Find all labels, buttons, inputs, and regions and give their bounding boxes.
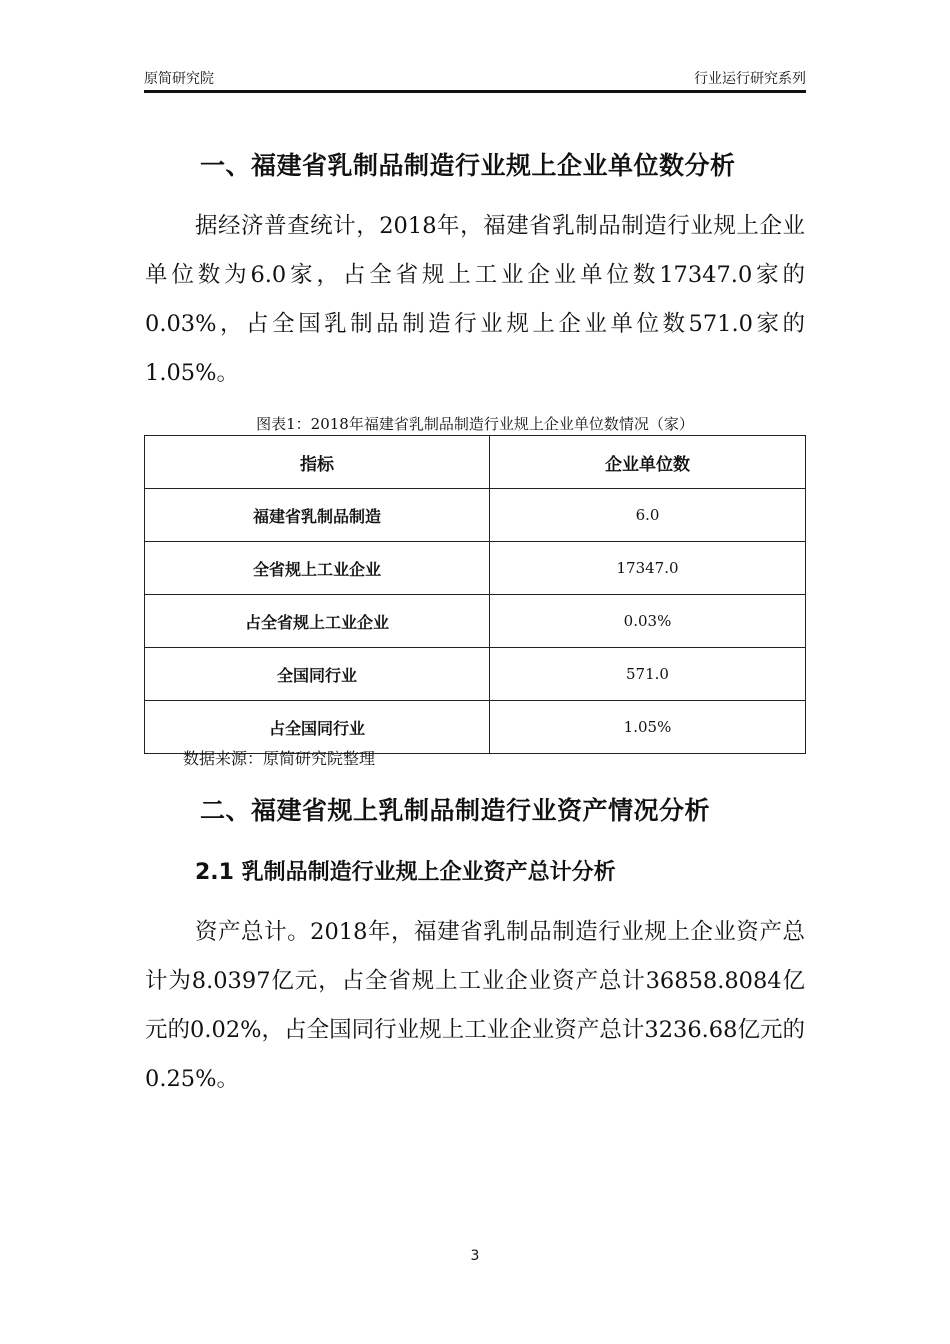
- indicator-cell: 占全省规上工业企业: [145, 595, 490, 648]
- section-2-paragraph: 资产总计。2018年，福建省乳制品制造行业规上企业资产总计为8.0397亿元，占全省规上工业企业资产总计36858.8084亿元的0.02%，占全国同行业规上工业企业资产总计3236.68亿元的0.25%。: [145, 919, 805, 1092]
- indicator-cell: 全省规上工业企业: [145, 542, 490, 595]
- header-org: 原简研究院: [144, 71, 214, 87]
- value-cell: 0.03%: [490, 595, 806, 648]
- indicator-cell: 占全国同行业: [145, 701, 490, 754]
- page-header: [144, 66, 806, 93]
- value-cell: 1.05%: [490, 701, 806, 754]
- table-row: [145, 489, 806, 542]
- header-series: 行业运行研究系列: [694, 71, 806, 87]
- data-source-note: 数据来源：原简研究院整理: [183, 749, 376, 768]
- indicator-cell: 福建省乳制品制造: [145, 489, 490, 542]
- enterprise-count-table: [144, 435, 806, 754]
- table-row: [145, 595, 806, 648]
- table-row: [145, 648, 806, 701]
- indicator-cell: 全国同行业: [145, 648, 490, 701]
- table-caption: 图表1：2018年福建省乳制品制造行业规上企业单位数情况（家）: [256, 415, 694, 433]
- section-1-heading: 一、福建省乳制品制造行业规上企业单位数分析: [200, 151, 736, 180]
- value-cell: 17347.0: [490, 542, 806, 595]
- table-row: [145, 542, 806, 595]
- column-header: 企业单位数: [490, 436, 806, 489]
- column-header: 指标: [145, 436, 490, 489]
- page-number: 3: [470, 1248, 480, 1264]
- table-header-row: [145, 436, 806, 489]
- value-cell: 6.0: [490, 489, 806, 542]
- section-2-heading: 二、福建省规上乳制品制造行业资产情况分析: [200, 796, 711, 825]
- subsection-2-1-heading: 2.1 乳制品制造行业规上企业资产总计分析: [195, 860, 616, 885]
- value-cell: 571.0: [490, 648, 806, 701]
- section-1-paragraph: 据经济普查统计，2018年，福建省乳制品制造行业规上企业单位数为6.0家，占全省规上工业企业单位数17347.0家的0.03%，占全国乳制品制造行业规上企业单位数571.0家的1.05%。: [145, 213, 805, 386]
